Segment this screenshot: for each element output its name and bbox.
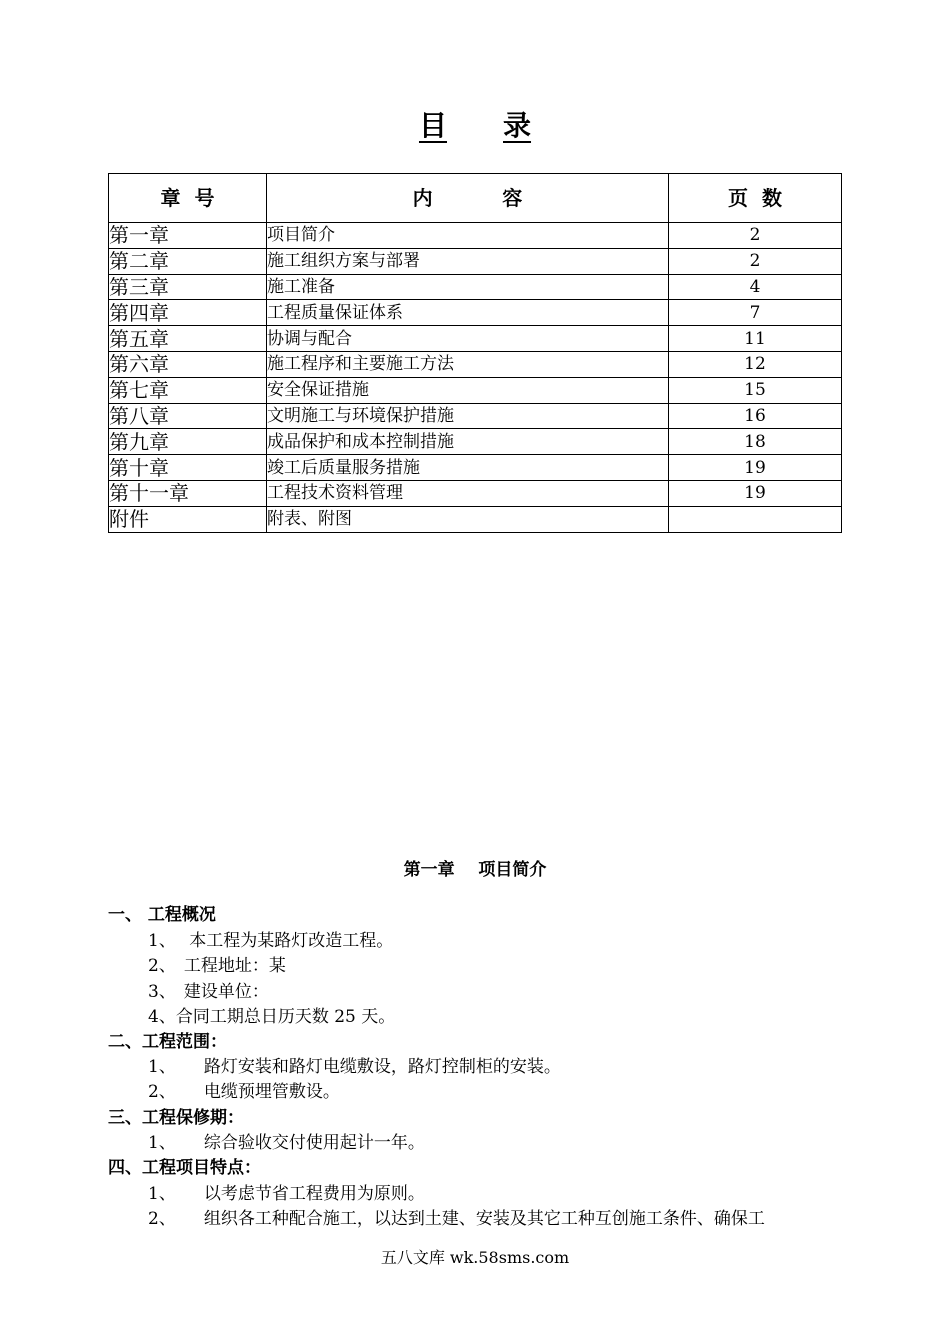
- toc-chapter: 第二章: [109, 248, 267, 274]
- toc-header-page: 页 数: [669, 174, 842, 223]
- item-number: 3、: [148, 982, 176, 1002]
- toc-title-right: 录: [503, 109, 532, 142]
- footer-watermark: 五八文库 wk.58sms.com: [380, 1248, 570, 1267]
- toc-chapter: 第六章: [109, 351, 267, 377]
- toc-content: 文明施工与环境保护措施: [267, 403, 669, 429]
- toc-page: 2: [669, 223, 842, 249]
- toc-page: 4: [669, 274, 842, 300]
- item-text: 路灯安装和路灯电缆敷设，路灯控制柜的安装。: [203, 1057, 561, 1077]
- toc-content: 安全保证措施: [267, 377, 669, 403]
- toc-page: 16: [669, 403, 842, 429]
- item-text: 以考虑节省工程费用为原则。: [203, 1184, 425, 1204]
- list-item: [148, 1207, 765, 1232]
- toc-chapter: 第四章: [109, 300, 267, 326]
- item-text: 电缆预埋管敷设。: [203, 1082, 340, 1102]
- item-number: 1、: [148, 931, 176, 951]
- toc-chapter: 第八章: [109, 403, 267, 429]
- toc-title-gap: [447, 109, 503, 142]
- item-text: 4、合同工期总日历天数 25 天。: [148, 1007, 396, 1027]
- list-item: [148, 954, 286, 979]
- list-item: [148, 1005, 395, 1030]
- toc-chapter: 第十章: [109, 455, 267, 481]
- toc-table: [108, 173, 842, 533]
- toc-row: [109, 351, 842, 377]
- toc-content: 工程质量保证体系: [267, 300, 669, 326]
- item-number: 1、: [148, 1057, 176, 1077]
- toc-page: [669, 506, 842, 532]
- toc-header-chapter: 章 号: [109, 174, 267, 223]
- toc-page: 15: [669, 377, 842, 403]
- toc-title-left: 目: [418, 109, 447, 142]
- toc-header-content: 内 容: [267, 174, 669, 223]
- toc-chapter: 附件: [109, 506, 267, 532]
- toc-chapter: 第九章: [109, 429, 267, 455]
- toc-content: 施工组织方案与部署: [267, 248, 669, 274]
- toc-row: [109, 248, 842, 274]
- toc-page: 19: [669, 480, 842, 506]
- toc-content: 竣工后质量服务措施: [267, 455, 669, 481]
- item-text: 综合验收交付使用起计一年。: [203, 1133, 425, 1153]
- list-item: [148, 1182, 425, 1207]
- toc-chapter: 第七章: [109, 377, 267, 403]
- toc-content: 施工准备: [267, 274, 669, 300]
- toc-row: [109, 274, 842, 300]
- toc-row: [109, 300, 842, 326]
- toc-content: 工程技术资料管理: [267, 480, 669, 506]
- item-number: 2、: [148, 956, 176, 976]
- section-heading: 一、 工程概况: [108, 905, 216, 925]
- item-number: 1、: [148, 1184, 176, 1204]
- toc-row: [109, 377, 842, 403]
- toc-chapter: 第十一章: [109, 480, 267, 506]
- toc-row: [109, 506, 842, 532]
- toc-content: 施工程序和主要施工方法: [267, 351, 669, 377]
- section-heading: 四、工程项目特点：: [108, 1158, 261, 1178]
- toc-page: 19: [669, 455, 842, 481]
- toc-chapter: 第五章: [109, 326, 267, 352]
- chapter-title: 第一章 项目简介: [403, 860, 547, 880]
- toc-content: 项目简介: [267, 223, 669, 249]
- toc-chapter: 第三章: [109, 274, 267, 300]
- toc-page: 18: [669, 429, 842, 455]
- toc-page: 7: [669, 300, 842, 326]
- toc-chapter: 第一章: [109, 223, 267, 249]
- section-heading: 二、工程范围：: [108, 1032, 227, 1052]
- toc-header-row: [109, 174, 842, 223]
- toc-row: [109, 480, 842, 506]
- toc-content: 附表、附图: [267, 506, 669, 532]
- toc-content: 成品保护和成本控制措施: [267, 429, 669, 455]
- item-number: 2、: [148, 1209, 176, 1229]
- toc-row: [109, 455, 842, 481]
- toc-row: [109, 429, 842, 455]
- item-number: 2、: [148, 1082, 176, 1102]
- toc-page: 2: [669, 248, 842, 274]
- list-item: [148, 1131, 425, 1156]
- toc-page: 11: [669, 326, 842, 352]
- toc-page: 12: [669, 351, 842, 377]
- list-item: [148, 1080, 340, 1105]
- toc-row: [109, 326, 842, 352]
- item-text: 工程地址：某: [183, 956, 286, 976]
- toc-row: [109, 223, 842, 249]
- item-text: 组织各工种配合施工，以达到土建、安装及其它工种互创施工条件、确保工: [203, 1209, 765, 1229]
- list-item: [148, 929, 393, 954]
- item-text: 本工程为某路灯改造工程。: [183, 931, 394, 951]
- toc-title: [0, 104, 950, 144]
- section-heading: 三、工程保修期：: [108, 1108, 244, 1128]
- toc-content: 协调与配合: [267, 326, 669, 352]
- list-item: [148, 1055, 561, 1080]
- item-number: 1、: [148, 1133, 176, 1153]
- list-item: [148, 980, 269, 1005]
- item-text: 建设单位：: [183, 982, 269, 1002]
- toc-row: [109, 403, 842, 429]
